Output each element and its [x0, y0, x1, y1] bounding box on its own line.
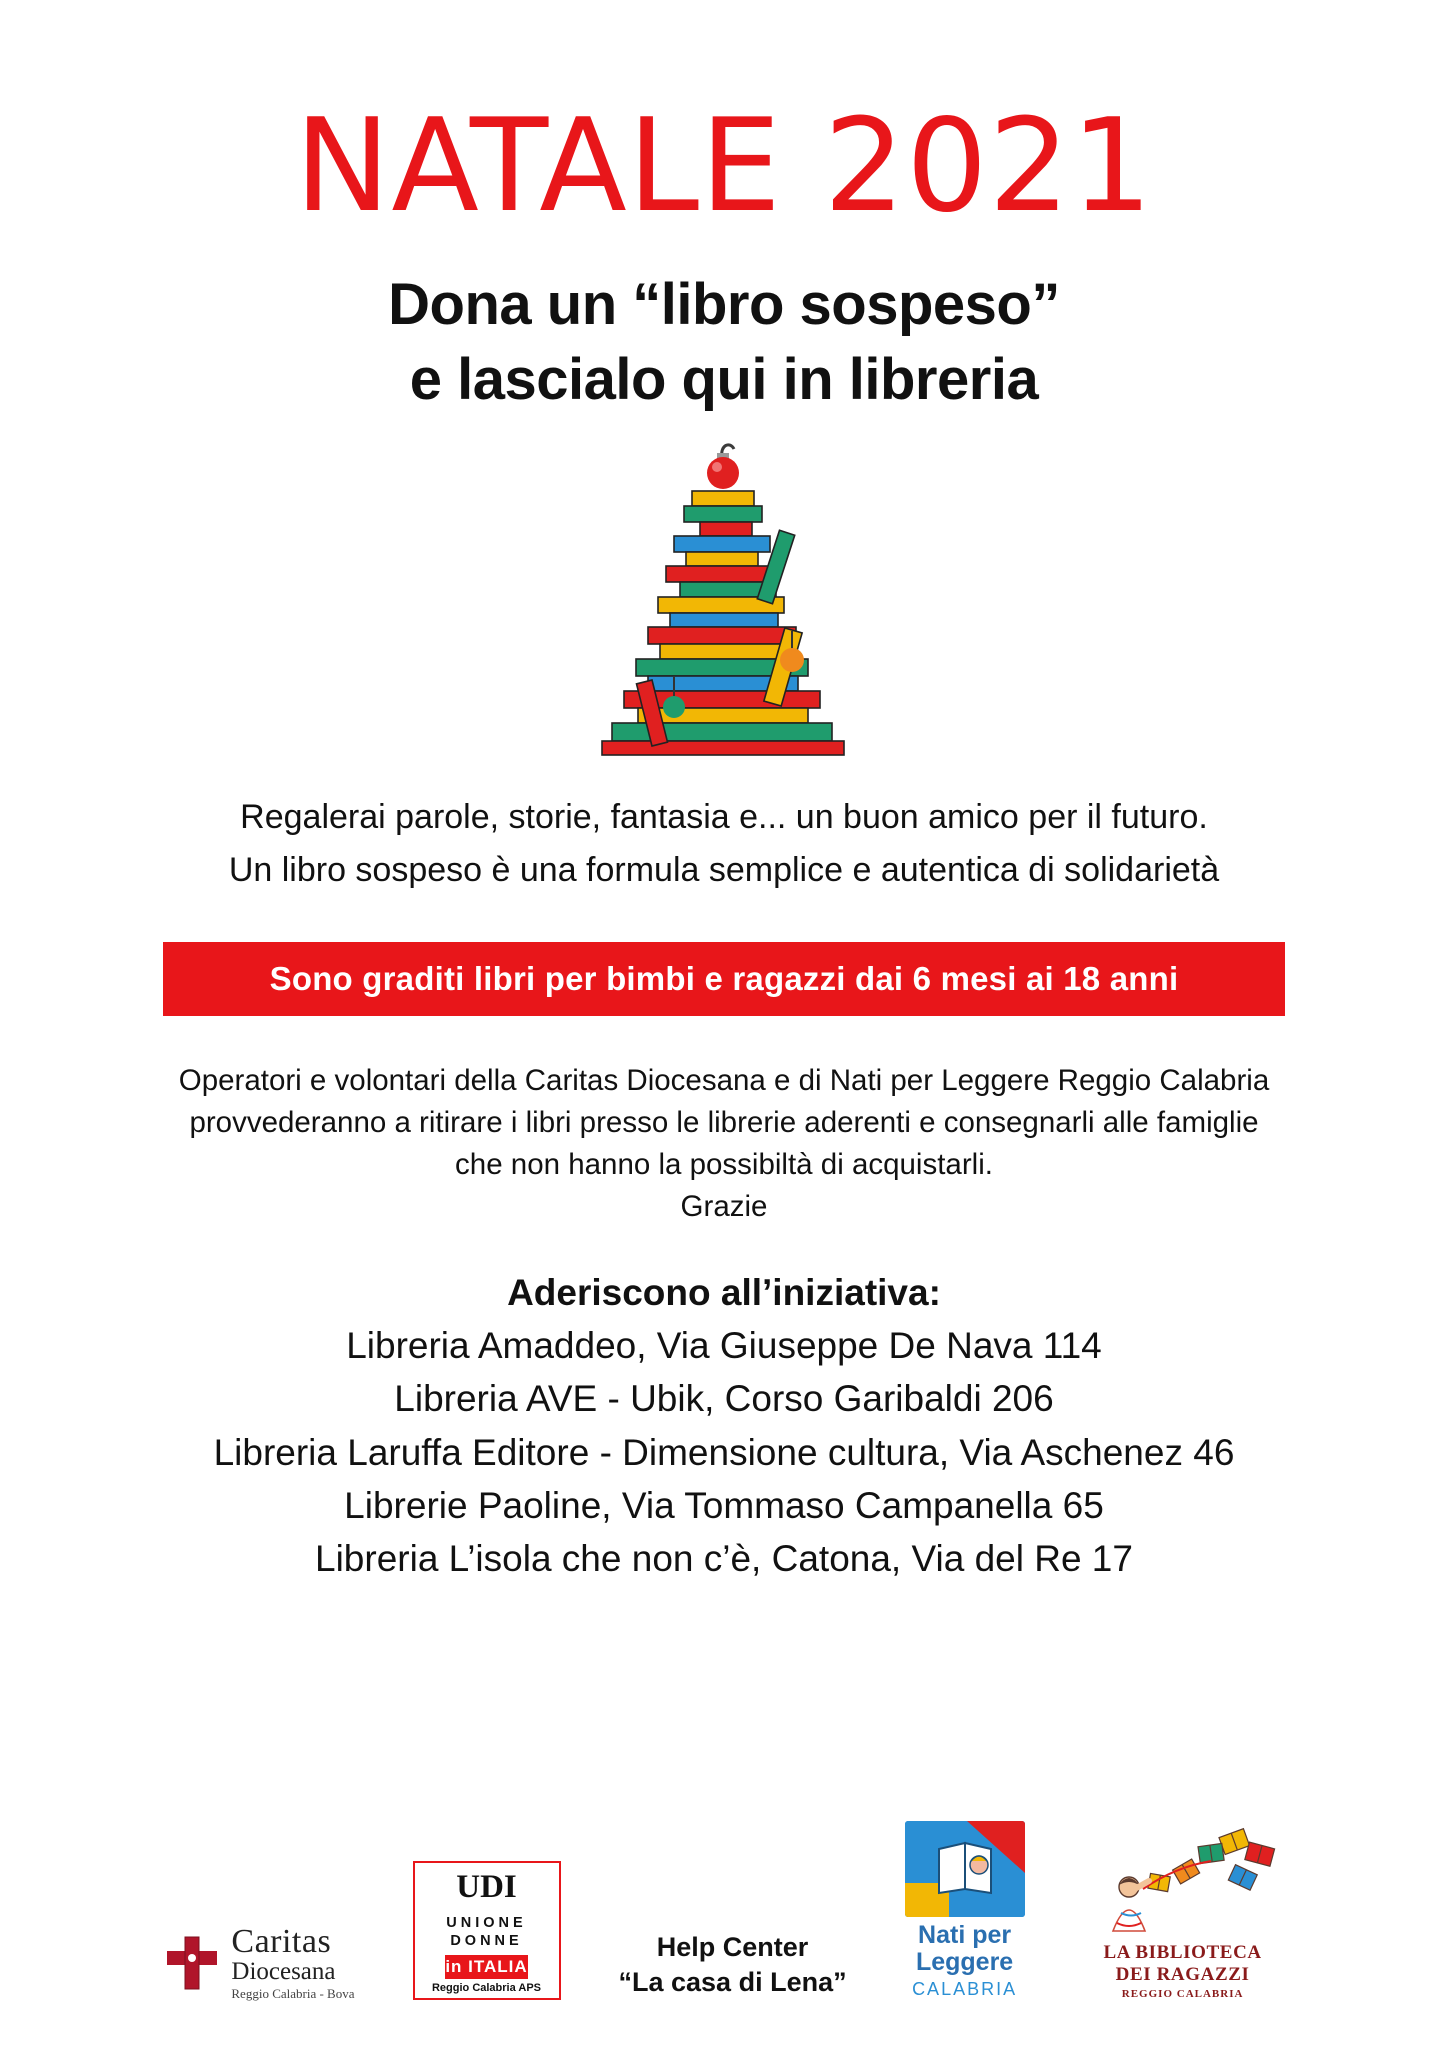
caritas-line-1: Caritas	[231, 1923, 332, 1960]
caritas-line-3: Reggio Calabria - Bova	[231, 1986, 355, 2001]
lead-line-1: Regalerai parole, storie, fantasia e... un buon amico per il futuro.	[240, 797, 1208, 836]
page-title: NATALE 2021	[294, 92, 1154, 241]
bookshop-item: Libreria L’isola che non c’è, Catona, Via del Re 17	[315, 1538, 1133, 1580]
biblioteca-line-1: LA BIBLIOTECA	[1103, 1942, 1262, 1963]
book-christmas-tree-illustration	[514, 435, 934, 765]
body-line-4: Grazie	[680, 1189, 768, 1223]
logo-nati-per-leggere	[905, 1821, 1025, 2000]
biblioteca-line-3: REGGIO CALABRIA	[1121, 1988, 1244, 2000]
logo-help-center	[619, 1930, 847, 2000]
npl-line-1: Nati per	[918, 1921, 1012, 1949]
udi-letter-i: I	[503, 1869, 517, 1905]
bookshop-item: Libreria Laruffa Editore - Dimensione cultura, Via Aschenez 46	[213, 1431, 1235, 1473]
bookshop-item: Librerie Paoline, Via Tommaso Campanella 65	[344, 1484, 1104, 1526]
biblioteca-line-2: DEI RAGAZZI	[1115, 1964, 1250, 1985]
subtitle-line-2: e lascialo qui in libreria	[409, 346, 1039, 412]
udi-letters	[446, 1869, 527, 1906]
subtitle-line-1: Dona un “libro sospeso”	[388, 272, 1060, 338]
flying-books-icon	[1083, 1827, 1283, 1942]
bookshop-item: Libreria Amaddeo, Via Giuseppe De Nava 114	[346, 1325, 1102, 1366]
sponsor-logos	[70, 1821, 1378, 2000]
npl-line-2: Leggere	[915, 1948, 1014, 1976]
udi-letter-d: D	[480, 1869, 504, 1905]
body-line-3: che non hanno la possibiltà di acquistarli.	[455, 1147, 993, 1181]
udi-word-in-italia: in ITALIA	[445, 1955, 527, 1979]
body-line-1: Operatori e volontari della Caritas Diocesana e di Nati per Leggere Reggio Calabria	[178, 1064, 1270, 1098]
book-child-icon	[905, 1821, 1025, 1917]
bookshop-item: Libreria AVE - Ubik, Corso Garibaldi 206	[394, 1378, 1054, 1420]
lead-paragraph	[229, 791, 1219, 896]
caritas-wordmark	[231, 1925, 354, 2000]
caritas-cross-icon	[165, 1935, 219, 1991]
participating-heading: Aderiscono all’iniziativa:	[507, 1271, 941, 1313]
book-tree-svg	[524, 435, 924, 765]
logo-caritas	[165, 1925, 354, 2000]
help-center-line-1: Help Center	[656, 1931, 809, 1962]
poster-subtitle	[388, 268, 1060, 416]
caritas-line-2: Diocesana	[231, 1958, 336, 1985]
lead-line-2: Un libro sospeso è una formula semplice e autentica di solidarietà	[228, 850, 1220, 889]
body-line-2: provvederanno a ritirare i libri presso le librerie aderenti e consegnarli alle famiglie	[189, 1106, 1259, 1140]
participating-bookshops	[214, 1266, 1235, 1586]
logo-biblioteca-dei-ragazzi	[1083, 1827, 1283, 2000]
logo-udi	[413, 1861, 561, 2000]
npl-line-3: CALABRIA	[912, 1979, 1018, 1999]
udi-word-reggio: Reggio Calabria APS	[431, 1982, 541, 1994]
tree-top-ornament-icon	[707, 445, 739, 489]
help-center-line-2: “La casa di Lena”	[618, 1966, 847, 1997]
udi-word-donne: DONNE	[450, 1933, 523, 1949]
udi-letter-u: U	[456, 1869, 481, 1905]
highlight-banner: Sono graditi libri per bimbi e ragazzi dai 6 mesi ai 18 anni	[163, 942, 1285, 1016]
udi-word-unione: UNIONE	[446, 1915, 527, 1931]
body-paragraph	[179, 1060, 1269, 1228]
